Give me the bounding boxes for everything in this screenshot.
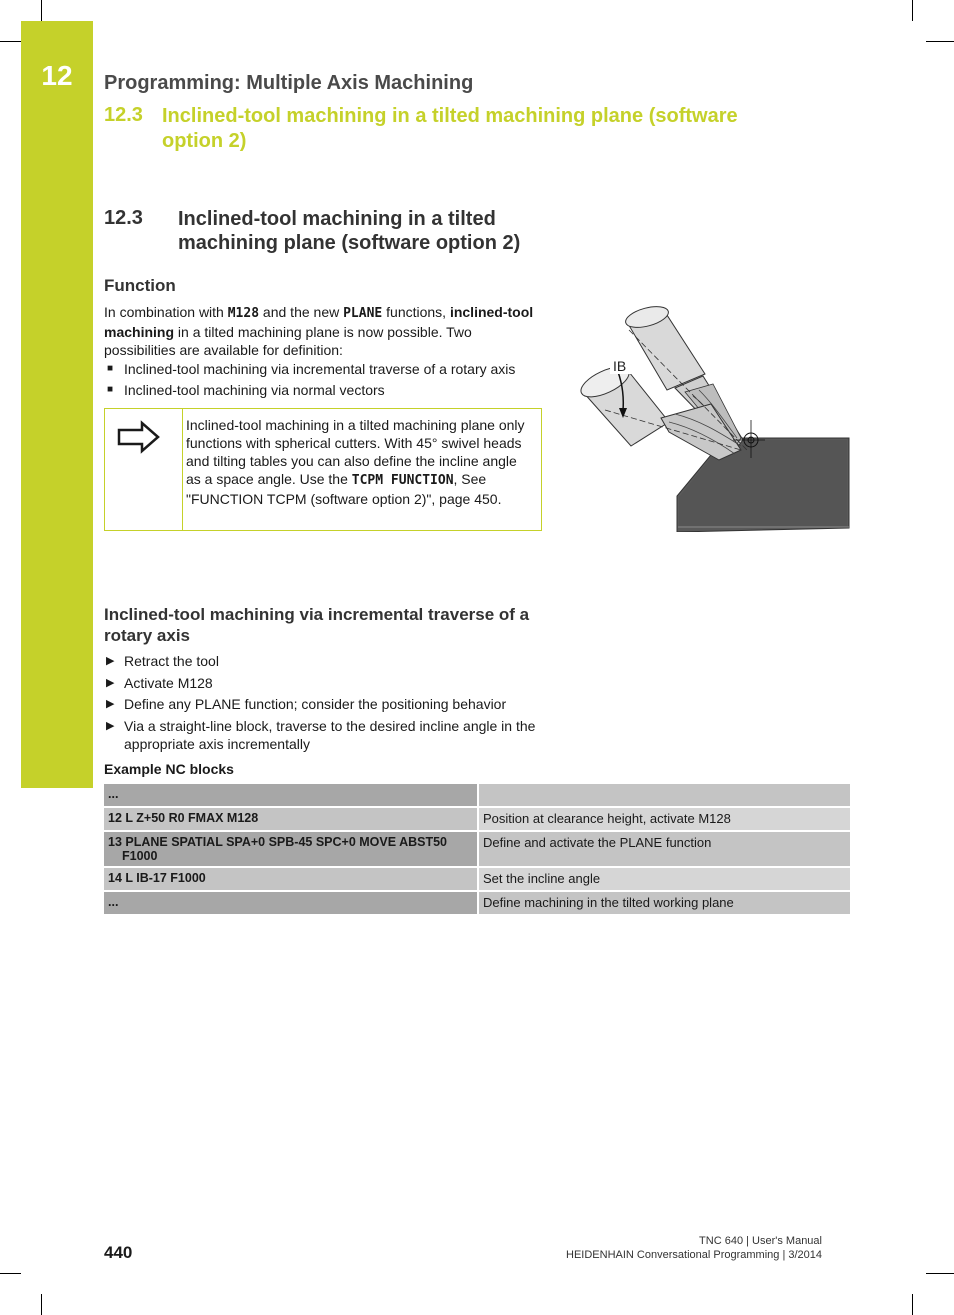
square-bullet-icon: ■ <box>107 363 114 374</box>
nc-code-cell: ... <box>104 784 479 808</box>
nc-code-cell: 14 L IB-17 F1000 <box>104 868 479 892</box>
note-text <box>186 416 534 508</box>
nc-desc-cell: Define machining in the tilted working plane <box>479 892 850 916</box>
crop-mark <box>0 1273 21 1274</box>
section-number: 12.3 <box>104 207 143 229</box>
chapter-number: 12 <box>41 60 73 91</box>
bullet-text: Inclined-tool machining via incremental traverse of a rotary axis <box>124 361 516 377</box>
square-bullet-icon: ■ <box>107 384 114 395</box>
nc-code-cell: 12 L Z+50 R0 FMAX M128 <box>104 808 479 832</box>
triangle-bullet-icon: ▶ <box>106 655 115 667</box>
intro-text: and the new <box>259 304 344 320</box>
nc-desc-cell <box>479 784 850 808</box>
nc-blocks-table <box>104 784 850 916</box>
intro-text: in a tilted machining plane is now possible. Two possibilities are available for definition: <box>104 324 472 358</box>
note-text-part: Inclined-tool machining in a tilted machining plane only functions with spherical cutters. With 45° swivel heads and tilting tables you can also define the incline angle as a space angle. Use the <box>186 417 525 487</box>
ib-angle-label: IB <box>613 358 627 374</box>
nc-code-line: 13 PLANE SPATIAL SPA+0 SPB-45 SPC+0 MOVE ABST50 <box>108 835 447 849</box>
table-row <box>104 892 850 916</box>
table-row <box>104 868 850 892</box>
step-text: Retract the tool <box>124 653 219 669</box>
example-label: Example NC blocks <box>104 761 234 777</box>
note-divider <box>182 408 183 531</box>
table-row <box>104 784 850 808</box>
step-text: Define any PLANE function; consider the positioning behavior <box>124 696 507 712</box>
section-title: Inclined-tool machining in a tilted machining plane (software option 2) <box>178 208 521 254</box>
crop-mark <box>926 41 954 42</box>
triangle-bullet-icon: ▶ <box>106 698 115 710</box>
note-text-part: , See "FUNCTION TCPM (software option 2)", page 450. <box>186 471 502 507</box>
inclined-tool-illustration <box>565 300 855 532</box>
nc-desc-cell: Define and activate the PLANE function <box>479 832 850 868</box>
crop-mark <box>41 0 42 21</box>
function-heading: Function <box>104 276 176 295</box>
step-text: Activate M128 <box>124 675 213 691</box>
nc-desc-cell: Position at clearance height, activate M128 <box>479 808 850 832</box>
footer-publisher: HEIDENHAIN Conversational Programming | 3/2014 <box>566 1249 822 1261</box>
chapter-sidebar-bar <box>21 21 93 788</box>
crop-mark <box>41 1294 42 1315</box>
footer-manual-title: TNC 640 | User's Manual <box>699 1235 822 1247</box>
crop-mark <box>0 41 21 42</box>
crop-mark <box>912 1294 913 1315</box>
plane-code: PLANE <box>343 306 383 321</box>
step-text: Via a straight-line block, traverse to the desired incline angle in the appropriate axis incrementally <box>124 718 536 752</box>
nc-code-line-cont: F1000 <box>122 849 158 863</box>
rear-spindle-shape <box>623 303 705 390</box>
chapter-title: Programming: Multiple Axis Machining <box>104 72 474 94</box>
m128-code: M128 <box>227 306 260 321</box>
page-number: 440 <box>104 1243 133 1262</box>
intro-bold-term: inclined-tool machining <box>104 304 534 340</box>
running-subheading-title: Inclined-tool machining in a tilted machining plane (software option 2) <box>162 105 738 152</box>
running-subheading-number: 12.3 <box>104 104 143 126</box>
nc-code-cell: ... <box>104 892 479 916</box>
crop-mark <box>926 1273 954 1274</box>
incremental-traverse-heading: Inclined-tool machining via incremental traverse of a rotary axis <box>104 605 530 645</box>
crop-mark <box>912 0 913 21</box>
function-intro-paragraph <box>104 303 544 359</box>
table-row <box>104 808 850 832</box>
intro-text: functions, <box>382 304 450 320</box>
bullet-text: Inclined-tool machining via normal vectors <box>124 382 385 398</box>
triangle-bullet-icon: ▶ <box>106 677 115 689</box>
nc-desc-cell: Set the incline angle <box>479 868 850 892</box>
triangle-bullet-icon: ▶ <box>106 720 115 732</box>
nc-code-cell <box>104 832 479 868</box>
arrow-right-icon <box>116 420 162 454</box>
table-row <box>104 832 850 868</box>
intro-text: In combination with <box>104 304 228 320</box>
tcpm-code: TCPM FUNCTION <box>351 473 454 488</box>
